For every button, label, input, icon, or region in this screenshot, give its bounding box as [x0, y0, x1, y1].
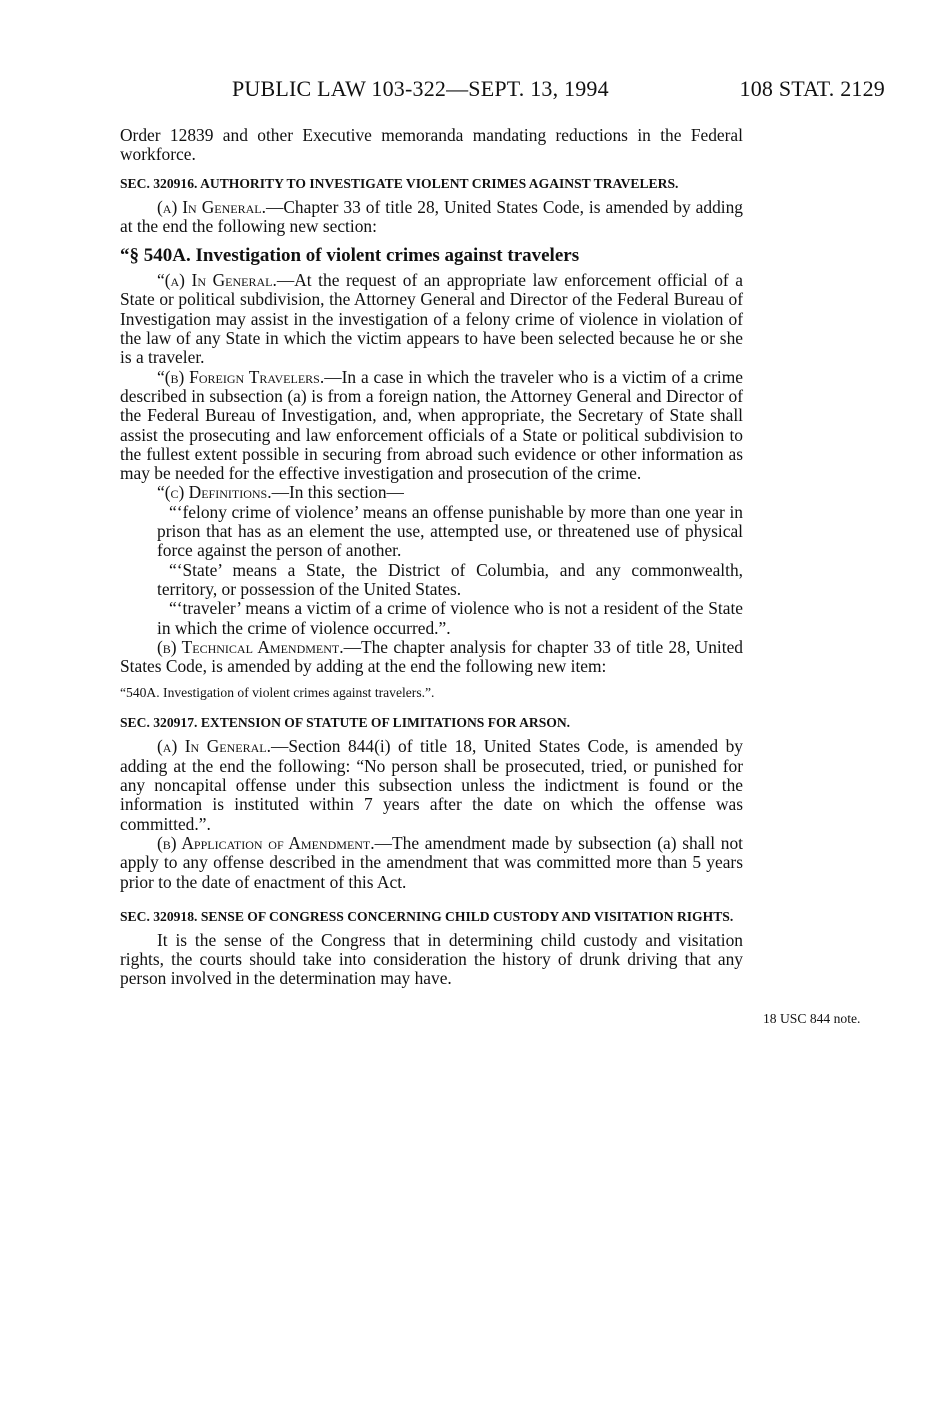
new-section-540a-heading: “§ 540A. Investigation of violent crimes against travelers: [120, 245, 580, 267]
section-320916-b: [120, 638, 743, 677]
subsection-label: (b) Technical Amendment.: [157, 636, 344, 657]
section-320918-text: It is the sense of the Congress that in determining child custody and visitation rights, the courts should take into consideration the history of drunk driving that any person involved in the determination may have.: [120, 929, 743, 989]
page-header: [232, 76, 885, 102]
header-law-citation: PUBLIC LAW 103-322—SEPT. 13, 1994: [232, 76, 609, 101]
subsection-text: —In a case in which the traveler who is a victim of a crime described in subsection (a) is from a foreign nation, the Attorney General and Director of the Federal Bureau of Investigation, and, when appropriate, the Secretary of State shall assist the prosecuting and law enforcement officials of a State or political subdivision to the fullest extent possible in securing from abroad such evidence or other information as may be needed for the effective investigation and prosecution of the crime.: [120, 366, 743, 484]
definitions-block: [120, 503, 743, 638]
subsection-text: —The chapter analysis for chapter 33 of title 28, United States Code, is amended by adding at the end the following new item:: [120, 636, 743, 677]
section-320916-heading: SEC. 320916. AUTHORITY TO INVESTIGATE VIOLENT CRIMES AGAINST TRAVELERS.: [120, 175, 679, 191]
definition-traveler: “‘traveler’ means a victim of a crime of violence who is not a resident of the State in which the crime of violence occurred.”.: [157, 598, 743, 638]
body-text: [120, 126, 743, 989]
definition-felony-crime: “‘felony crime of violence’ means an offense punishable by more than one year in prison that has as an element the use, attempted use, or threatened use of physical force against the person of another.: [157, 501, 743, 561]
margin-note-usc-reference: 18 USC 844 note.: [763, 1011, 861, 1026]
section-320917-b: [120, 834, 743, 892]
section-540a-c: [120, 483, 743, 502]
section-320918-heading: SEC. 320918. SENSE OF CONGRESS CONCERNING CHILD CUSTODY AND VISITATION RIGHTS.: [120, 908, 734, 924]
section-320916-a: [120, 198, 743, 237]
section-540a-a: [120, 271, 743, 367]
subsection-label: (a) In General.: [157, 736, 271, 757]
section-320917-a: [120, 737, 743, 833]
section-320917-heading: SEC. 320917. EXTENSION OF STATUTE OF LIMITATIONS FOR ARSON.: [120, 715, 571, 731]
subsection-text: —The amendment made by subsection (a) shall not apply to any offense described in the amendment that was committed more than 5 years prior to the date of enactment of this Act.: [120, 832, 744, 892]
subsection-label: “(c) Definitions.: [157, 482, 272, 503]
subsection-label: “(a) In General.: [157, 270, 277, 291]
subsection-text: —At the request of an appropriate law enforcement official of a State or political subdivision, the Attorney General and Director of the Federal Bureau of Investigation may assist in the investigation of a felony crime of violence in violation of the law of any State in which the victim appears to have been selected because he or she is a traveler.: [120, 270, 743, 368]
subsection-label: “(b) Foreign Travelers.: [157, 366, 325, 387]
definition-state: “‘State’ means a State, the District of Columbia, and any commonwealth, territory, or possession of the United States.: [157, 559, 743, 599]
chapter-analysis-item: “540A. Investigation of violent crimes against travelers.”.: [120, 685, 435, 701]
subsection-text: —Chapter 33 of title 28, United States Code, is amended by adding at the end the following new section:: [120, 196, 743, 236]
subsection-text: —In this section—: [271, 482, 404, 503]
section-540a-b: [120, 368, 743, 484]
subsection-text: —Section 844(i) of title 18, United States Code, is amended by adding at the end the following: “No person shall be prosecuted, tried, or punished for any noncapital offense under this subsection unless the indictment is found or the information is instituted within 7 years after the date on which the offense was committed.”.: [120, 736, 743, 834]
subsection-label: (b) Application of Amendment.: [157, 832, 375, 853]
subsection-label: (a) In General.: [157, 196, 266, 217]
intro-paragraph: Order 12839 and other Executive memoranda mandating reductions in the Federal workforce.: [120, 125, 743, 165]
header-stat-page: 108 STAT. 2129: [739, 76, 885, 101]
